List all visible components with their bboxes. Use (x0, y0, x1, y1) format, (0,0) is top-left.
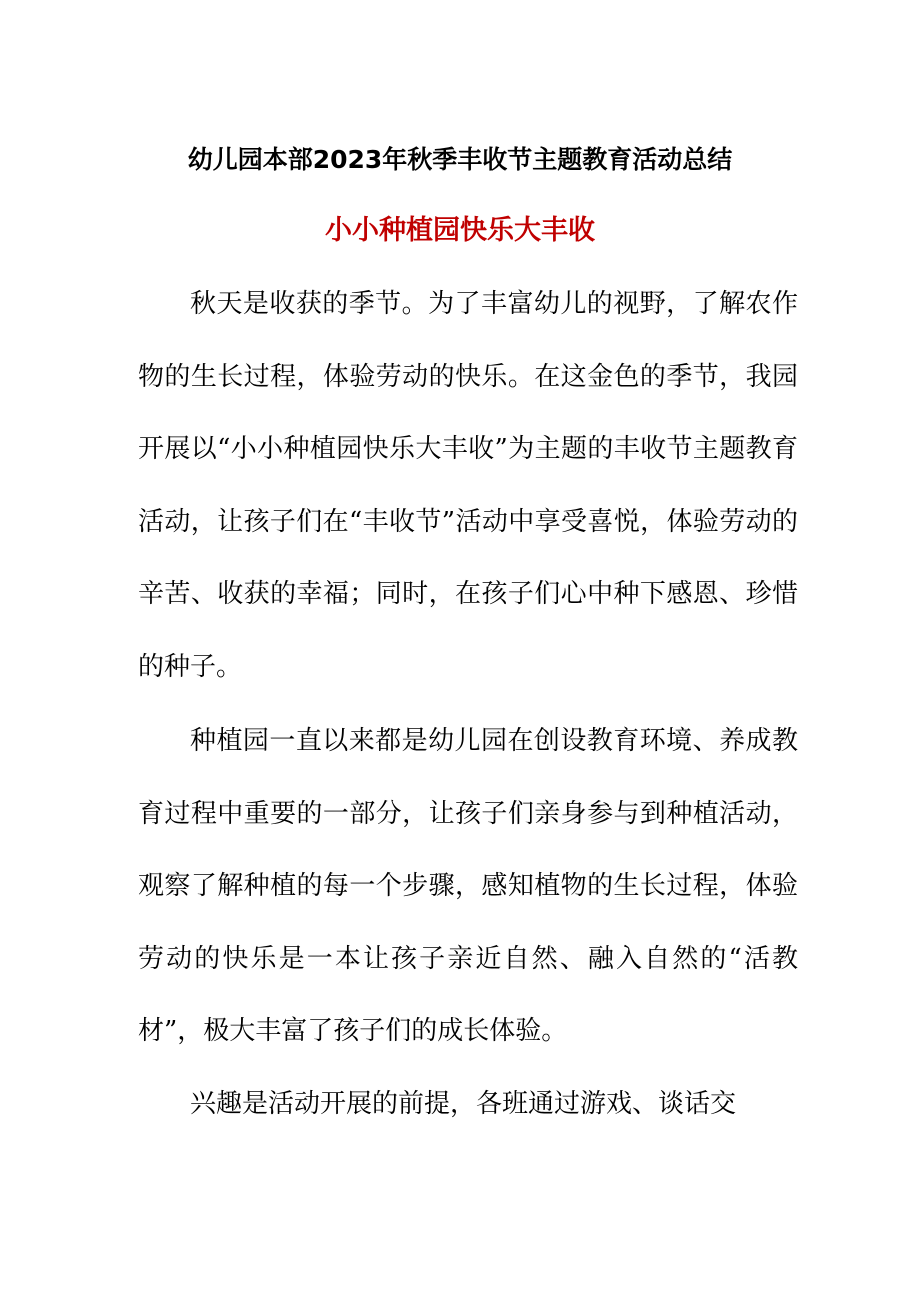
paragraph-3: 兴趣是活动开展的前提，各班通过游戏、谈话交 (190, 1089, 737, 1119)
document-subtitle: 小小种植园快乐大丰收 (325, 215, 595, 246)
document-title: 幼儿园本部2023年秋季丰收节主题教育活动总结 (187, 145, 733, 174)
paragraph-2: 种植园一直以来都是幼儿园在创设教育环境、养成教育过程中重要的一部分，让孩子们亲身参与到种植活动，观察了解种植的每一个步骤，感知植物的生长过程，体验劳动的快乐是一本让孩子亲近自然、融入自然的“活教材”，极大丰富了孩子们的成长体验。 (138, 726, 798, 1046)
paragraph-1: 秋天是收获的季节。为了丰富幼儿的视野，了解农作物的生长过程，体验劳动的快乐。在这金色的季节，我园开展以“小小种植园快乐大丰收”为主题的丰收节主题教育活动，让孩子们在“丰收节”活动中享受喜悦，体验劳动的辛苦、收获的幸福；同时，在孩子们心中种下感恩、珍惜的种子。 (138, 289, 798, 682)
